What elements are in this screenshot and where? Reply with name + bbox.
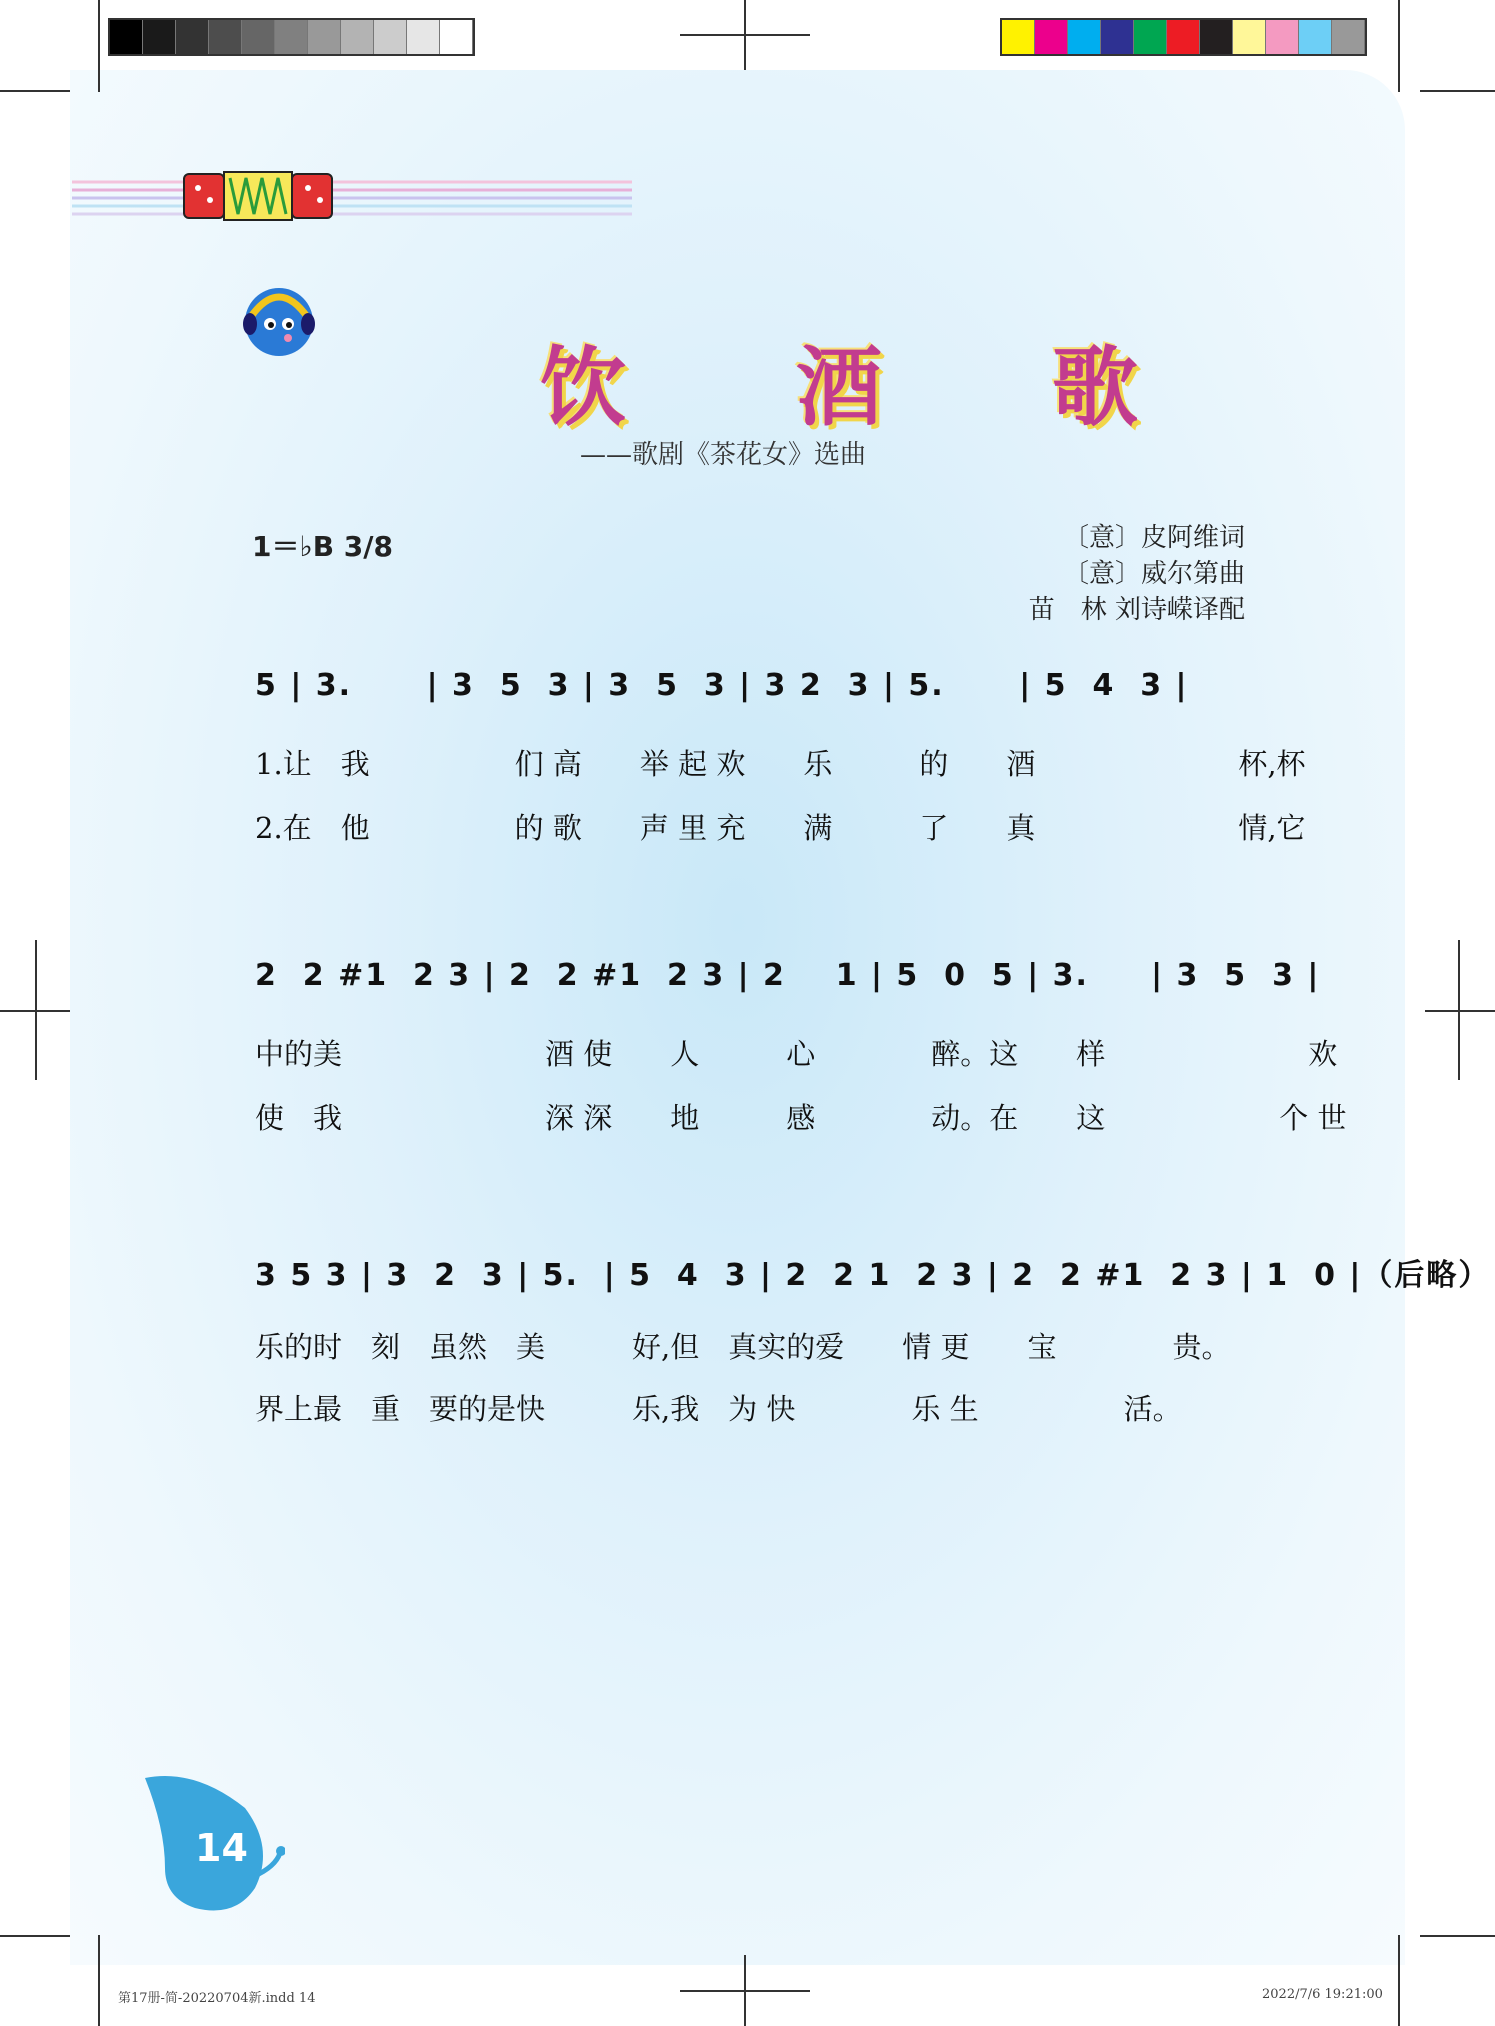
song-title: 饮 酒 歌 — [540, 338, 1208, 438]
lyric-verse-2-line-2: 使 我 深 深 地 感 动。在 这 个 世 — [255, 1101, 1347, 1135]
notation-line-1: 5 | 3. | 3 5 3 | 3 5 3 | 3 2 3 | 5. | 5 4 3 | — [255, 668, 1189, 703]
crop-mark — [1398, 1935, 1400, 2026]
lyric-verse-1-line-2: 中的美 酒 使 人 心 醉。这 样 欢 — [255, 1037, 1338, 1071]
lyric-verse-1-line-3: 乐的时 刻 虽然 美 好,但 真实的爱 情 更 宝 贵。 — [255, 1330, 1231, 1364]
notation-line-3: 3 5 3 | 3 2 3 | 5. | 5 4 3 | 2 2 1 2 3 | 2 2 #1 2 3 | 1 0 |（后略） — [255, 1258, 1491, 1293]
song-subtitle: ——歌剧《茶花女》选曲 — [580, 440, 867, 470]
lyricist-credit: 〔意〕皮阿维词 — [1062, 523, 1245, 553]
crop-mark — [680, 1990, 810, 1992]
crop-mark — [680, 34, 810, 36]
grayscale-calibration-strip — [108, 18, 475, 56]
lyric-verse-2-line-1: 2.在 他 的 歌 声 里 充 满 了 真 情,它 — [255, 811, 1306, 845]
lyric-verse-2-line-3: 界上最 重 要的是快 乐,我 为 快 乐 生 活。 — [255, 1392, 1182, 1426]
crop-mark — [98, 1935, 100, 2026]
credits — [1029, 520, 1245, 628]
crop-mark — [1425, 1010, 1495, 1012]
notation-line-2: 2 2 #1 2 3 | 2 2 #1 2 3 | 2 1 | 5 0 5 | 3. | 3 5 3 | — [255, 958, 1321, 993]
lyric-verse-1-line-1: 1.让 我 们 高 举 起 欢 乐 的 酒 杯,杯 — [255, 747, 1306, 781]
crop-mark — [0, 1010, 70, 1012]
composer-credit: 〔意〕威尔第曲 — [1062, 559, 1245, 589]
print-timestamp: 2022/7/6 19:21:00 — [1262, 1987, 1383, 2002]
crop-mark — [0, 1935, 70, 1937]
crop-mark — [1420, 90, 1495, 92]
translator-credit: 苗 林 刘诗嵘译配 — [1028, 595, 1245, 625]
crop-mark — [1398, 0, 1400, 92]
key-signature: 1＝♭B 3/8 — [252, 530, 393, 563]
headphone-character-icon — [238, 278, 320, 360]
print-file-info: 第17册-简-20220704新.indd 14 — [118, 1991, 316, 2006]
color-calibration-strip — [1000, 18, 1367, 56]
crop-mark — [1420, 1935, 1495, 1937]
crop-mark — [98, 0, 100, 92]
page-number: 14 — [195, 1826, 248, 1870]
crop-mark — [0, 90, 70, 92]
accordion-banner-icon — [72, 168, 632, 224]
